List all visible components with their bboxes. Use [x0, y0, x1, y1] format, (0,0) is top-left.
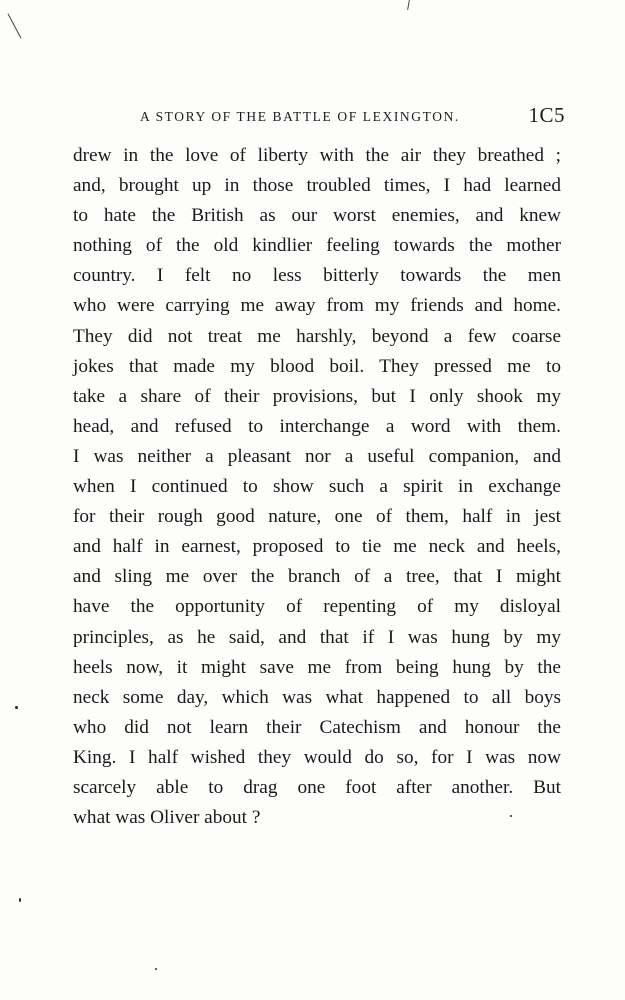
body-text: [73, 141, 561, 833]
text-line: for their rough good nature, one of them, half in jest: [73, 506, 561, 528]
text-line: and sling me over the branch of a tree, that I might: [73, 566, 561, 588]
running-title: A STORY OF THE BATTLE OF LEXINGTON.: [140, 109, 460, 124]
text-line: head, and refused to interchange a word with them.: [73, 415, 561, 437]
text-line: who did not learn their Catechism and honour the: [73, 716, 561, 738]
text-line: neck some day, which was what happened to all boys: [73, 686, 561, 708]
text-line: drew in the love of liberty with the air they breathed ;: [73, 145, 561, 166]
scan-speck: [19, 898, 21, 902]
text-line: take a share of their provisions, but I only shook my: [73, 385, 561, 407]
page-number: 1C5: [528, 103, 565, 127]
text-line: country. I felt no less bitterly towards the men: [73, 265, 561, 287]
scan-mark: [7, 13, 21, 38]
text-line-last: what was Oliver about ?: [73, 807, 261, 829]
scan-mark: [407, 0, 410, 10]
text-line: scarcely able to drag one foot after another. But: [73, 776, 561, 798]
scan-speck: [155, 968, 157, 970]
text-line: who were carrying me away from my friends and home.: [73, 295, 561, 317]
text-line: King. I half wished they would do so, for I was now: [73, 746, 561, 768]
text-line: nothing of the old kindlier feeling towards the mother: [73, 235, 561, 257]
scan-speck: [15, 706, 18, 709]
text-line: jokes that made my blood boil. They pressed me to: [73, 355, 561, 377]
text-line: heels now, it might save me from being hung by the: [73, 656, 561, 678]
text-line: and, brought up in those troubled times, I had learned: [73, 175, 561, 197]
text-line: have the opportunity of repenting of my disloyal: [73, 596, 561, 618]
text-line: when I continued to show such a spirit in exchange: [73, 476, 561, 498]
text-line: principles, as he said, and that if I was hung by my: [73, 626, 561, 648]
text-line: and half in earnest, proposed to tie me neck and heels,: [73, 536, 561, 558]
text-line: I was neither a pleasant nor a useful companion, and: [73, 445, 561, 467]
text-line: They did not treat me harshly, beyond a few coarse: [73, 325, 561, 347]
running-head: [140, 103, 565, 129]
text-line: to hate the British as our worst enemies, and knew: [73, 205, 561, 227]
